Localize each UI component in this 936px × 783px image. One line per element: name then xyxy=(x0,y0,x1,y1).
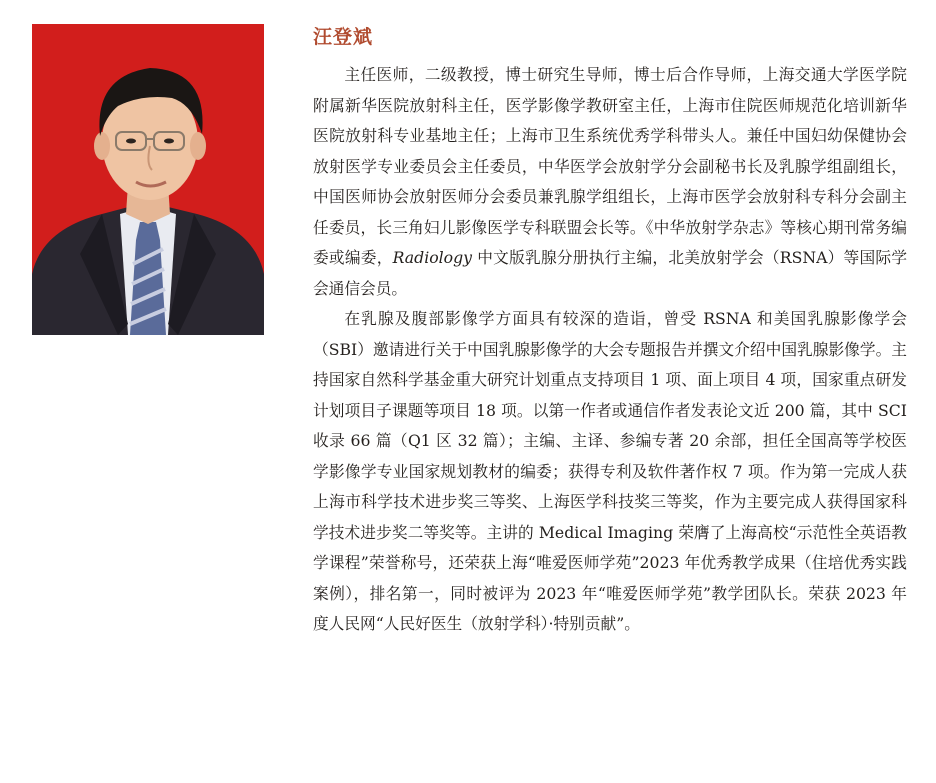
biography xyxy=(313,60,907,640)
portrait-photo xyxy=(32,24,264,335)
bio-paragraph-1 xyxy=(313,60,907,304)
bio-paragraph-2: 在乳腺及腹部影像学方面具有较深的造诣，曾受 RSNA 和美国乳腺影像学会（SBI）邀请进行关于中国乳腺影像学的大会专题报告并撰文介绍中国乳腺影像学。主持国家自然科学基金重大研究计划重点支持项目 1 项、面上项目 4 项，国家重点研发计划项目子课题等项目 18 项。以第一作者或通信作者发表论文近 200 篇，其中 SCI 收录 66 篇（Q1 区 32 篇）；主编、主译、参编专著 20 余部，担任全国高等学校医学影像学专业国家规划教材的编委；获得专利及软件著作权 7 项。作为第一完成人获上海市科学技术进步奖三等奖、上海医学科技奖三等奖，作为主要完成人获得国家科学技术进步奖二等奖等。主讲的 Medical Imaging 荣膺了上海高校“示范性全英语教学课程”荣誉称号，还荣获上海“唯爱医师学苑”2023 年优秀教学成果（住培优秀实践案例），排名第一，同时被评为 2023 年“唯爱医师学苑”教学团队长。荣获 2023 年度人民网“人民好医生（放射学科）·特别贡献”。 xyxy=(313,309,907,633)
person-icon xyxy=(32,24,264,335)
bio-text: 中文版乳腺分册执行主编，北美放射学会（RSNA）等国际学会通信会员。 xyxy=(313,248,908,298)
person-name: 汪登斌 xyxy=(313,26,374,48)
journal-name: Radiology xyxy=(392,248,473,267)
bio-text: 主任医师，二级教授，博士研究生导师，博士后合作导师，上海交通大学医学院附属新华医院放射科主任，医学影像学教研室主任，上海市住院医师规范化培训新华医院放射科专业基地主任；上海市卫生系统优秀学科带头人。兼任中国妇幼保健协会放射医学专业委员会主任委员，中华医学会放射学分会副秘书长及乳腺学组副组长，中国医师协会放射医师分会委员兼乳腺学组组长，上海市医学会放射科专科分会副主任委员，长三角妇儿影像医学专科联盟会长等。《中华放射学杂志》等核心期刊常务编委或编委， xyxy=(313,65,907,267)
